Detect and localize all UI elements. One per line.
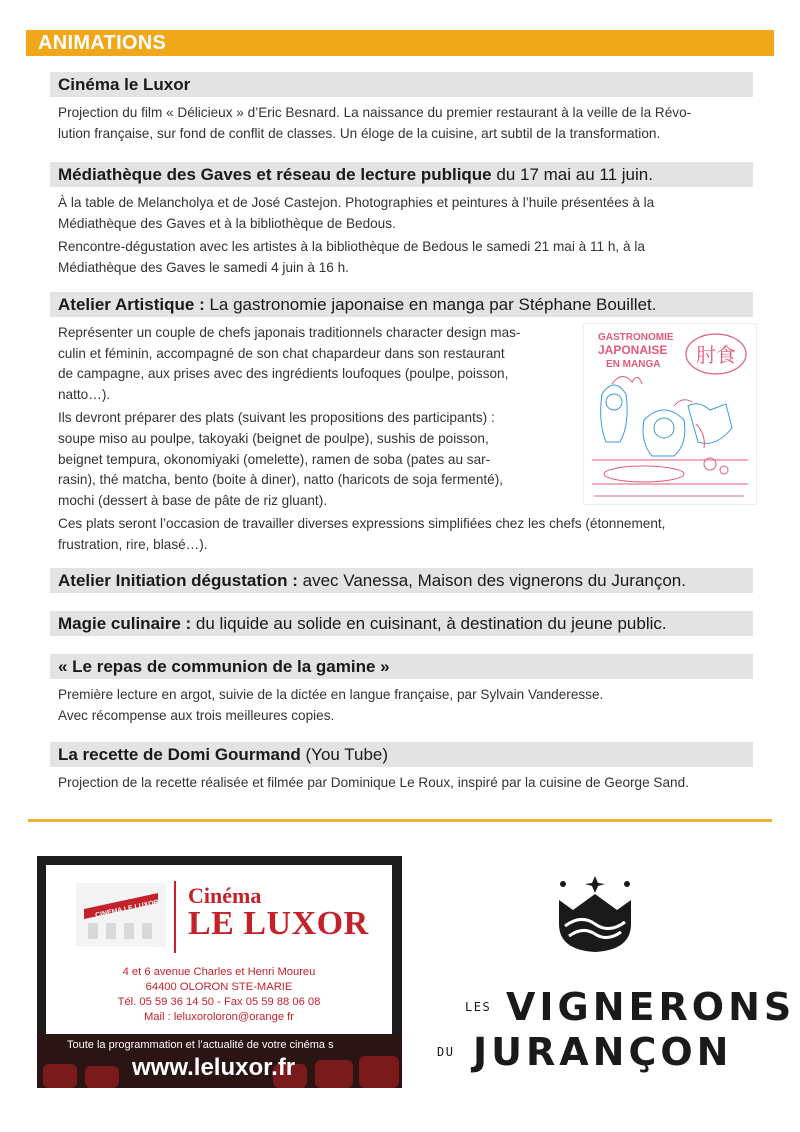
vignerons-jurancon: JURANÇON: [473, 1030, 733, 1074]
section-banner: ANIMATIONS: [26, 30, 774, 56]
text-line: culin et féminin, accompagné de son chat chapardeur dans son restaurant: [58, 345, 505, 361]
section-title: Atelier Initiation dégustation :: [58, 571, 298, 590]
luxor-address: [46, 965, 392, 1025]
section-title: La recette de Domi Gourmand: [58, 745, 301, 764]
text-line: Projection du film « Délicieux » d’Eric Besnard. La naissance du premier restaurant à la veille de la Révo-: [58, 105, 692, 120]
section-header-mediatheque: [50, 162, 753, 187]
section-subtitle: du 17 mai au 11 juin.: [491, 165, 653, 184]
text-line: lution française, sur fond de conflit de classes. Un éloge de la cuisine, art subtil de la transformation.: [58, 125, 661, 141]
text-line: rasin), thé matcha, bento (boite à diner), natto (haricots de soja fermenté),: [58, 472, 504, 488]
text-line: Médiathèque des Gaves le samedi 4 juin à 16 h.: [58, 259, 349, 275]
section-body-mediatheque: [58, 193, 654, 278]
vignerons-name: VIGNERONS: [506, 985, 796, 1029]
section-title: « Le repas de communion de la gamine »: [58, 657, 390, 676]
address-line: 64400 OLORON STE-MARIE: [145, 981, 293, 993]
luxor-website[interactable]: www.leluxor.fr: [132, 1054, 296, 1081]
section-subtitle: La gastronomie japonaise en manga par Stéphane Bouillet.: [204, 295, 657, 314]
section-subtitle: (You Tube): [300, 745, 389, 764]
section-header-repas: [50, 654, 753, 679]
luxor-advertisement: [37, 856, 402, 1088]
text-line: Médiathèque des Gaves et à la bibliothèque de Bedous.: [58, 215, 396, 231]
text-line: Représenter un couple de chefs japonais traditionnels character design mas-: [58, 325, 521, 340]
cinema-building-icon: [76, 883, 166, 947]
vignerons-crown-logo-icon: [555, 874, 635, 954]
section-header-magie: [50, 611, 753, 636]
luxor-programme-text: Toute la programmation et l’actualité de votre cinéma s: [67, 1039, 334, 1051]
vignerons-les: LES: [465, 1000, 492, 1014]
building-sign-text: CINEMA LE LUXOR: [94, 899, 160, 920]
section-title: Médiathèque des Gaves et réseau de lecture publique: [58, 165, 492, 184]
divider-rule: [28, 819, 772, 822]
text-line: soupe miso au poulpe, takoyaki (beignet de poulpe), sushis de poisson,: [58, 430, 489, 446]
manga-illustration: [583, 323, 757, 505]
section-header-initiation: [50, 568, 753, 593]
section-body-recette: [58, 773, 689, 794]
section-subtitle: avec Vanessa, Maison des vignerons du Jurançon.: [297, 571, 686, 590]
section-header-recette: [50, 742, 753, 767]
phone-line: Tél. 05 59 36 14 50 - Fax 05 59 88 06 08: [117, 996, 321, 1008]
text-line: Avec récompense aux trois meilleures copies.: [58, 707, 335, 723]
section-subtitle: du liquide au solide en cuisinant, à destination du jeune public.: [191, 614, 667, 633]
text-line: Projection de la recette réalisée et filmée par Dominique Le Roux, inspiré par la cuisine de George Sand.: [58, 775, 689, 790]
text-line: Première lecture en argot, suivie de la dictée en langue française, par Sylvain Vanderesse.: [58, 687, 604, 702]
section-header-luxor: [50, 72, 753, 97]
luxor-name: LE LUXOR: [188, 905, 369, 942]
section-header-atelier: [50, 292, 753, 317]
section-body-repas: [58, 685, 603, 726]
section-body-atelier: [58, 323, 668, 556]
email-line: Mail : leluxoroloron@orange fr: [143, 1011, 295, 1023]
manga-title-line: GASTRONOMIE: [598, 332, 674, 343]
text-line: Ces plats seront l’occasion de travailler diverses expressions simplifiées chez les chefs (étonnement,: [58, 516, 666, 532]
text-line: Rencontre-dégustation avec les artistes à la bibliothèque de Bedous le samedi 21 mai à 11 h, à la: [58, 239, 645, 255]
section-body-luxor: [58, 103, 691, 144]
manga-title-line: JAPONAISE: [598, 343, 668, 357]
manga-title-line: EN MANGA: [606, 359, 661, 370]
luxor-cinema-label: Cinéma: [188, 883, 262, 908]
text-line: frustration, rire, blasé…).: [58, 536, 208, 552]
section-title: Atelier Artistique :: [58, 295, 205, 314]
vignerons-du: DU: [437, 1045, 455, 1059]
address-line: 4 et 6 avenue Charles et Henri Moureu: [122, 966, 316, 978]
text-line: de campagne, aux prises avec des ingrédients loufoques (poulpe, poisson,: [58, 366, 509, 382]
section-title: Magie culinaire :: [58, 614, 192, 633]
luxor-ad-panel: [46, 865, 392, 1035]
text-line: beignet tempura, okonomiyaki (omelette), ramen de soba (pates au sar-: [58, 451, 491, 467]
text-line: mochi (dessert à base de pâte de riz gluant).: [58, 492, 328, 508]
text-line: À la table de Melancholya et de José Castejon. Photographies et peintures à l’huile présentées à la: [58, 195, 655, 210]
section-title: Cinéma le Luxor: [58, 75, 191, 94]
text-line: Ils devront préparer des plats (suivant les propositions des participants) :: [58, 410, 495, 426]
text-line: natto…).: [58, 386, 111, 402]
manga-kanji: 肘食: [696, 343, 736, 367]
